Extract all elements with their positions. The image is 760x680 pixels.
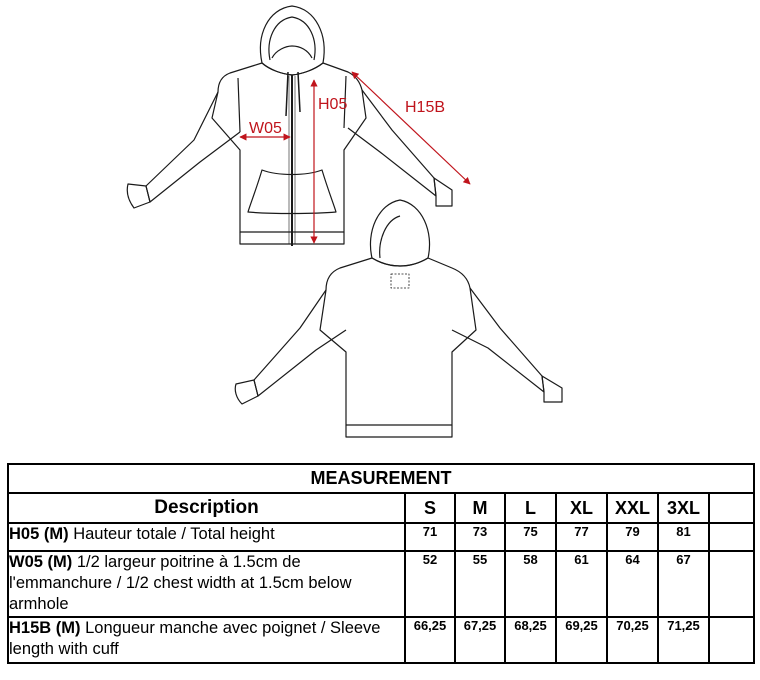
front-left-cuff [127, 184, 150, 208]
h05-label: H05 [318, 96, 348, 113]
description-header: Description [8, 493, 405, 523]
row-value: 58 [505, 551, 556, 617]
h15b-label: H15B [405, 99, 446, 116]
row-text: Hauteur totale / Total height [73, 525, 275, 543]
size-header-m: M [455, 493, 505, 523]
row-value: 77 [556, 523, 607, 551]
table-title: MEASUREMENT [8, 464, 754, 493]
back-left-sleeve [254, 290, 346, 396]
front-drawstring-right [298, 72, 300, 112]
back-body [320, 258, 476, 425]
row-value: 70,25 [607, 617, 658, 663]
front-left-sleeve [146, 92, 240, 202]
measurement-table [7, 463, 755, 664]
row-value: 81 [658, 523, 709, 551]
row-value: 52 [405, 551, 455, 617]
row-description [8, 551, 405, 617]
row-value: 55 [455, 551, 505, 617]
row-code: W05 (M) [9, 553, 73, 571]
size-header-3xl: 3XL [658, 493, 709, 523]
row-description [8, 523, 405, 551]
row-value: 66,25 [405, 617, 455, 663]
size-header-l: L [505, 493, 556, 523]
row-value: 61 [556, 551, 607, 617]
w05-label: W05 [249, 120, 282, 137]
row-empty-cell [709, 523, 754, 551]
row-value: 69,25 [556, 617, 607, 663]
row-code: H15B (M) [9, 619, 81, 637]
size-header-xl: XL [556, 493, 607, 523]
row-empty-cell [709, 617, 754, 663]
row-value: 73 [455, 523, 505, 551]
front-drawstring-left [286, 72, 288, 116]
front-hood-opening [272, 46, 312, 58]
size-header-s: S [405, 493, 455, 523]
back-hem [346, 425, 452, 437]
row-code: H05 (M) [9, 525, 69, 543]
row-value: 68,25 [505, 617, 556, 663]
table-row [8, 617, 754, 663]
table-header-row [8, 493, 754, 523]
row-value: 75 [505, 523, 556, 551]
back-right-cuff [542, 376, 562, 402]
size-header-xxl: XXL [607, 493, 658, 523]
row-value: 67,25 [455, 617, 505, 663]
row-value: 67 [658, 551, 709, 617]
size-header-empty [709, 493, 754, 523]
row-text: Longueur manche avec poignet / Sleeve length with cuff [9, 619, 381, 658]
back-left-cuff [235, 380, 258, 404]
row-empty-cell [709, 551, 754, 617]
measurement-guides [240, 72, 470, 243]
back-neck-label [391, 274, 409, 288]
front-right-cuff [434, 178, 452, 206]
table-row [8, 523, 754, 551]
row-value: 79 [607, 523, 658, 551]
table-row [8, 551, 754, 617]
row-value: 71 [405, 523, 455, 551]
hoodie-front-view [127, 6, 452, 246]
row-description [8, 617, 405, 663]
hoodie-back-view [235, 200, 562, 437]
row-text: 1/2 largeur poitrine à 1.5cm de l'emmanchure / 1/2 chest width at 1.5cm below armhole [9, 553, 352, 613]
row-value: 71,25 [658, 617, 709, 663]
h15b-measure-line [352, 72, 470, 184]
row-value: 64 [607, 551, 658, 617]
